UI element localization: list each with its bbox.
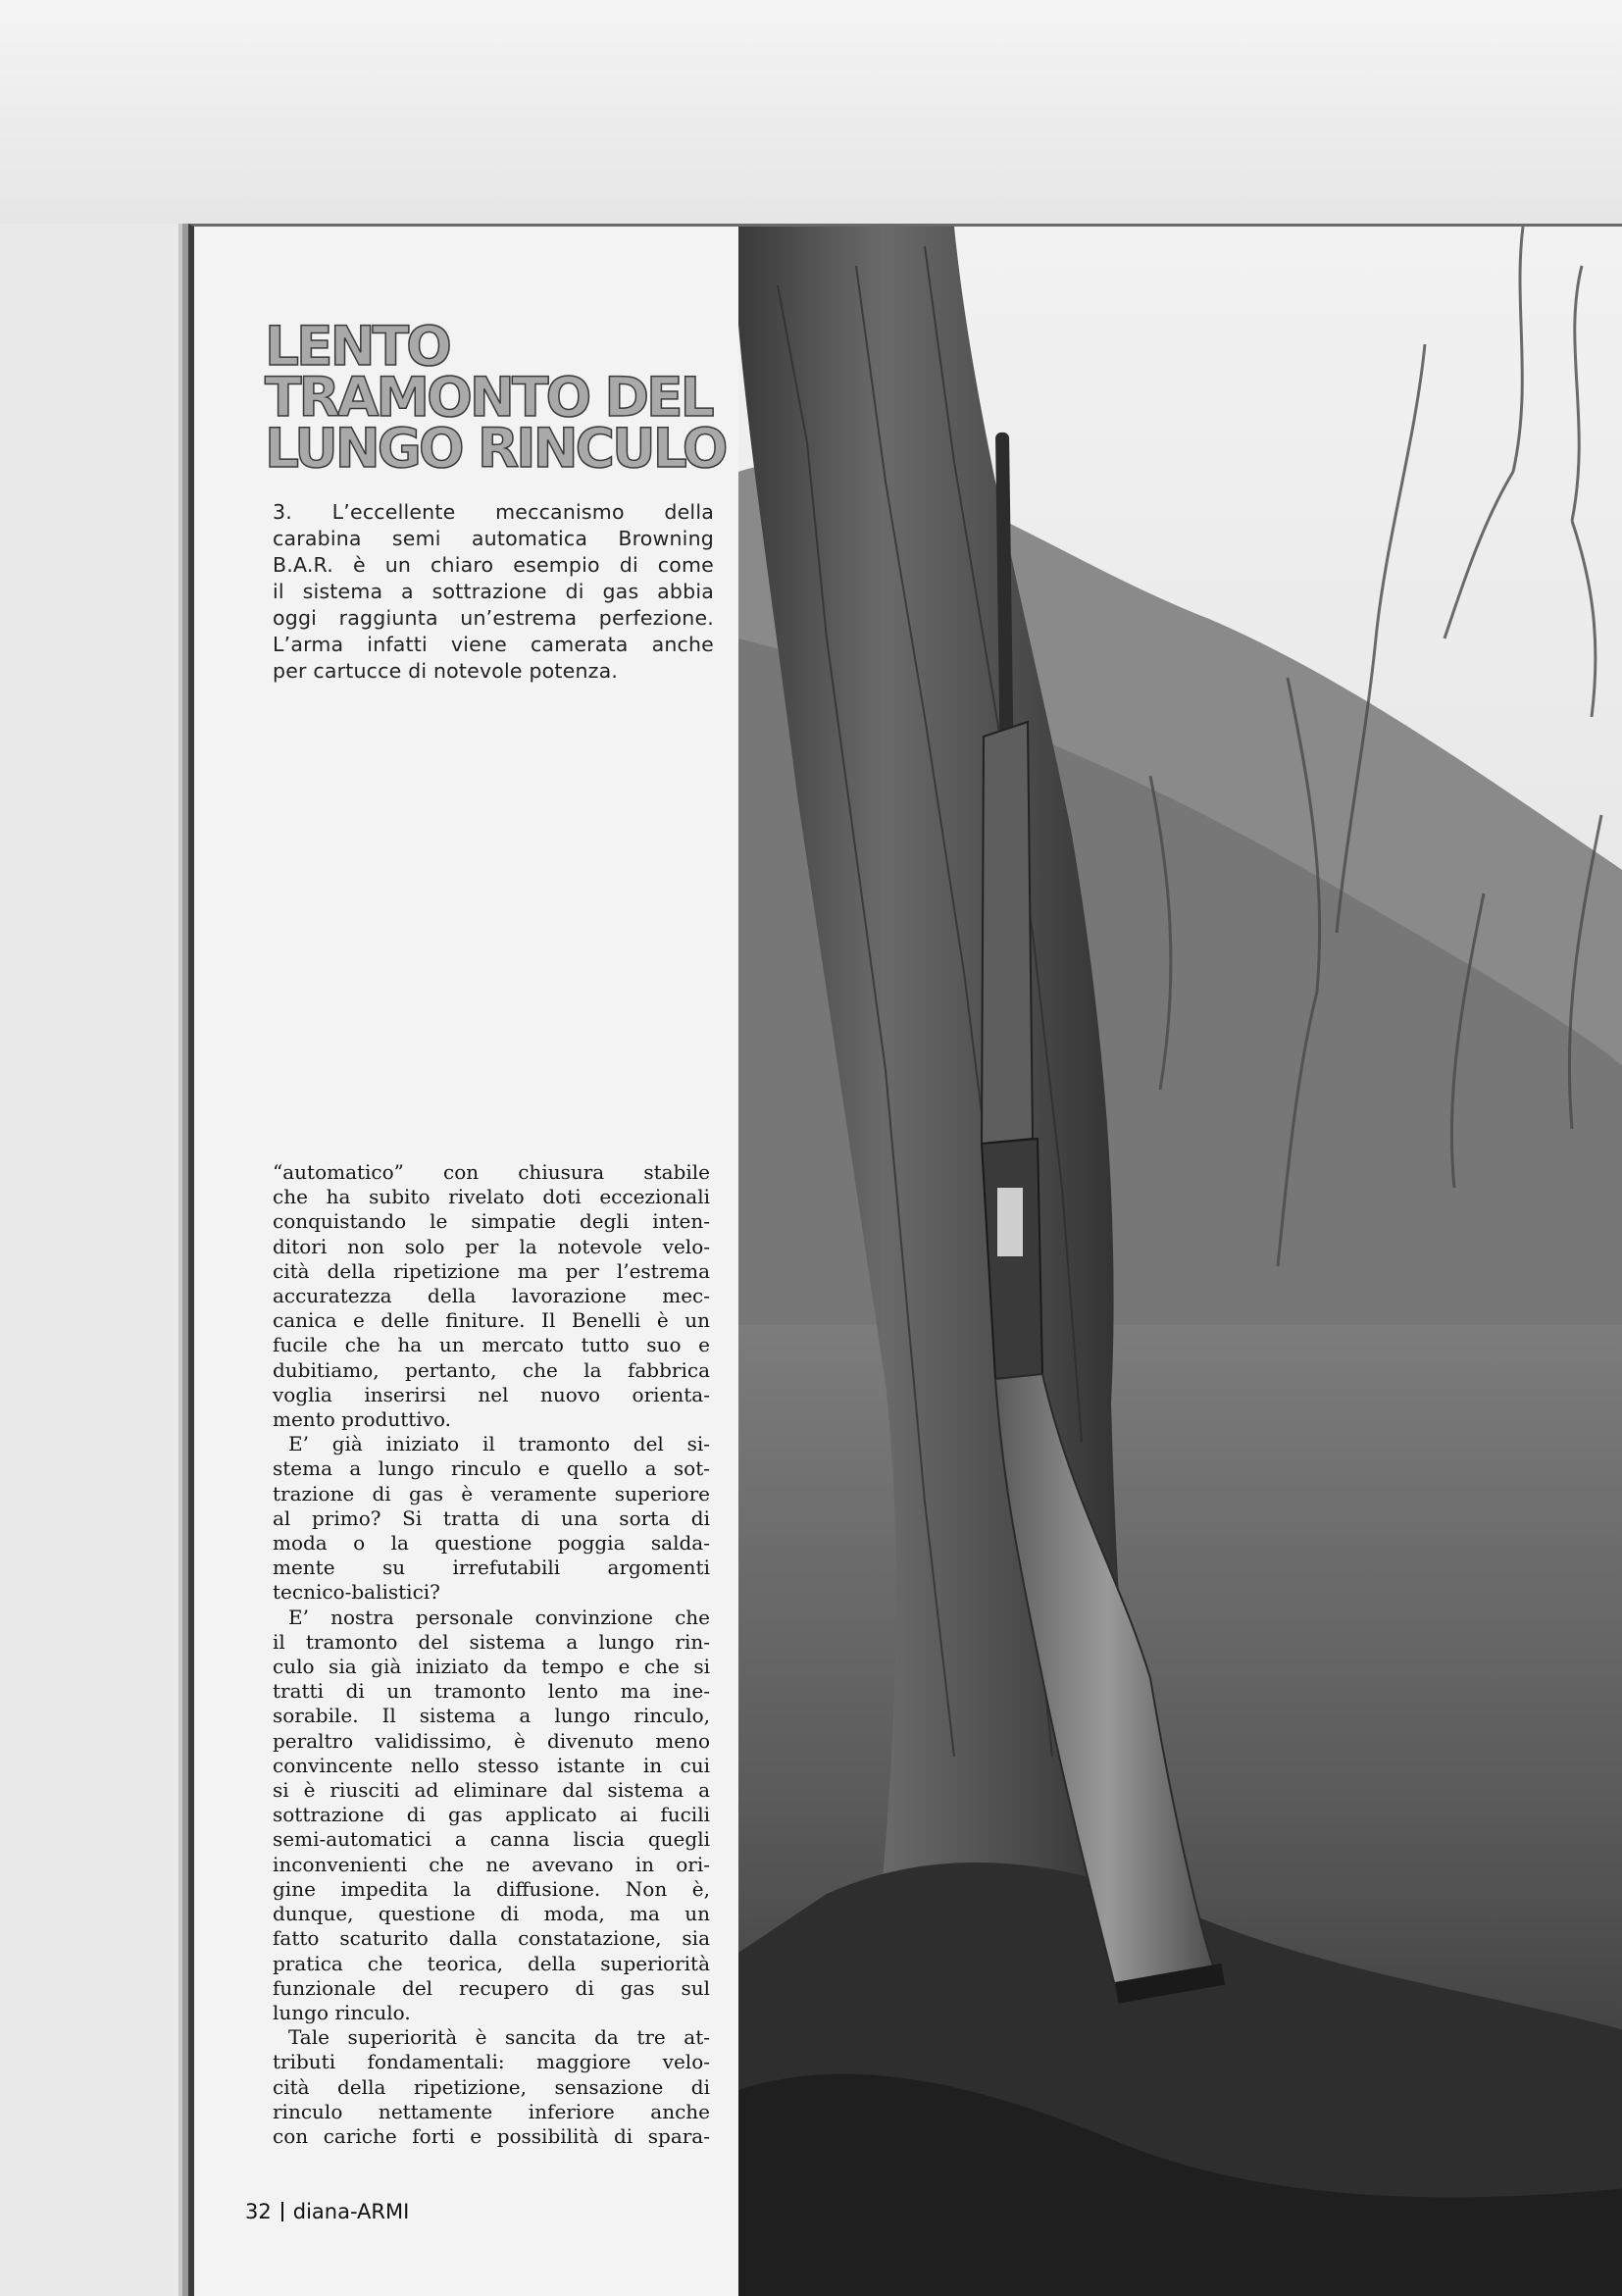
body-line: convincente nello stesso istante in cui — [273, 1753, 710, 1777]
article-body — [273, 1160, 710, 2149]
paragraph — [273, 1432, 710, 1605]
body-line: fatto scaturito dalla constatazione, sia — [273, 1926, 710, 1951]
body-line: sottrazione di gas applicato ai fucili — [273, 1803, 710, 1827]
body-line: si è riusciti ad eliminare dal sistema a — [273, 1778, 710, 1803]
body-line: lungo rinculo. — [273, 2000, 411, 2024]
body-line: fucile che ha un mercato tutto suo e — [273, 1333, 710, 1357]
body-line: cità della ripetizione ma per l’estrema — [273, 1258, 710, 1283]
paragraph — [273, 2025, 710, 2149]
body-line: dunque, questione di moda, ma un — [273, 1902, 710, 1926]
caption-line: B.A.R. è un chiaro esempio di come — [273, 553, 714, 577]
title-line: LENTO — [265, 315, 449, 378]
body-line: il tramonto del sistema a lungo rin- — [273, 1629, 710, 1654]
body-line: moda o la questione poggia salda- — [273, 1531, 710, 1556]
paragraph — [273, 1160, 710, 1432]
caption-line: 3. L’eccellente meccanismo della — [273, 500, 714, 524]
caption-line: per cartucce di notevole potenza. — [273, 659, 619, 683]
body-line: mente su irrefutabili argomenti — [273, 1556, 710, 1580]
footer-separator — [281, 2202, 283, 2221]
body-line: ditori non solo per la notevole velo- — [273, 1234, 710, 1258]
body-line: dubitiamo, pertanto, che la fabbrica — [273, 1357, 710, 1382]
gun-forend — [982, 722, 1033, 1144]
body-line: voglia inserirsi nel nuovo orienta- — [273, 1382, 710, 1406]
body-line: culo sia già iniziato da tempo e che si — [273, 1655, 710, 1679]
magazine-page — [188, 224, 1622, 2296]
publication-name: diana-ARMI — [292, 2200, 410, 2223]
gun-ejection-port — [997, 1188, 1023, 1256]
body-line: peraltro validissimo, è divenuto meno — [273, 1728, 710, 1753]
body-line: trazione di gas è veramente superiore — [273, 1481, 710, 1505]
body-line: E’ già iniziato il tramonto del si- — [288, 1432, 710, 1456]
body-line: stema a lungo rinculo e quello a sot- — [273, 1456, 710, 1481]
body-line: mento produttivo. — [273, 1407, 452, 1432]
page-footer — [245, 2200, 409, 2223]
caption-line: L’arma infatti viene camerata anche — [273, 633, 714, 656]
body-line: accuratezza della lavorazione mec- — [273, 1284, 710, 1308]
body-line: cità della ripetizione, sensazione di — [273, 2074, 710, 2099]
body-line: gine impedita la diffusione. Non è, — [273, 1876, 710, 1901]
body-line: tratti di un tramonto lento ma ine- — [273, 1679, 710, 1704]
body-line: inconvenienti che ne avevano in ori- — [273, 1852, 710, 1876]
article-title — [265, 315, 726, 480]
article-photo — [738, 227, 1622, 2296]
body-line: funzionale del recupero di gas sul — [273, 1975, 710, 2000]
body-line: tributi fondamentali: maggiore velo- — [273, 2050, 710, 2074]
body-line: “automatico” con chiusura stabile — [273, 1160, 710, 1184]
title-line: LUNGO RINCULO — [265, 417, 726, 480]
scan-background — [0, 0, 1622, 224]
title-line: TRAMONTO DEL — [265, 366, 712, 429]
body-line: E’ nostra personale convinzione che — [288, 1605, 710, 1629]
body-line: semi-automatici a canna liscia quegli — [273, 1827, 710, 1852]
body-line: canica e delle finiture. Il Benelli è un — [273, 1308, 710, 1333]
body-line: sorabile. Il sistema a lungo rinculo, — [273, 1704, 710, 1728]
body-line: rinculo nettamente inferiore anche — [273, 2099, 710, 2123]
body-line: che ha subito rivelato doti eccezionali — [273, 1185, 710, 1209]
photo-caption — [273, 499, 714, 685]
body-line: con cariche forti e possibilità di spara- — [273, 2123, 710, 2148]
caption-line: il sistema a sottrazione di gas abbia — [273, 580, 714, 603]
body-line: Tale superiorità è sancita da tre at- — [288, 2025, 710, 2050]
caption-line: carabina semi automatica Browning — [273, 527, 714, 550]
paragraph — [273, 1606, 710, 2025]
photo-illustration — [738, 227, 1622, 2296]
body-line: conquistando le simpatie degli inten- — [273, 1209, 710, 1234]
page-number: 32 — [245, 2200, 272, 2223]
text-column — [194, 227, 738, 2296]
body-line: pratica che teorica, della superiorità — [273, 1951, 710, 1975]
caption-line: oggi raggiunta un’estrema perfezione. — [273, 606, 714, 630]
body-line: tecnico-balistici? — [273, 1580, 440, 1605]
body-line: al primo? Si tratta di una sorta di — [273, 1505, 710, 1530]
